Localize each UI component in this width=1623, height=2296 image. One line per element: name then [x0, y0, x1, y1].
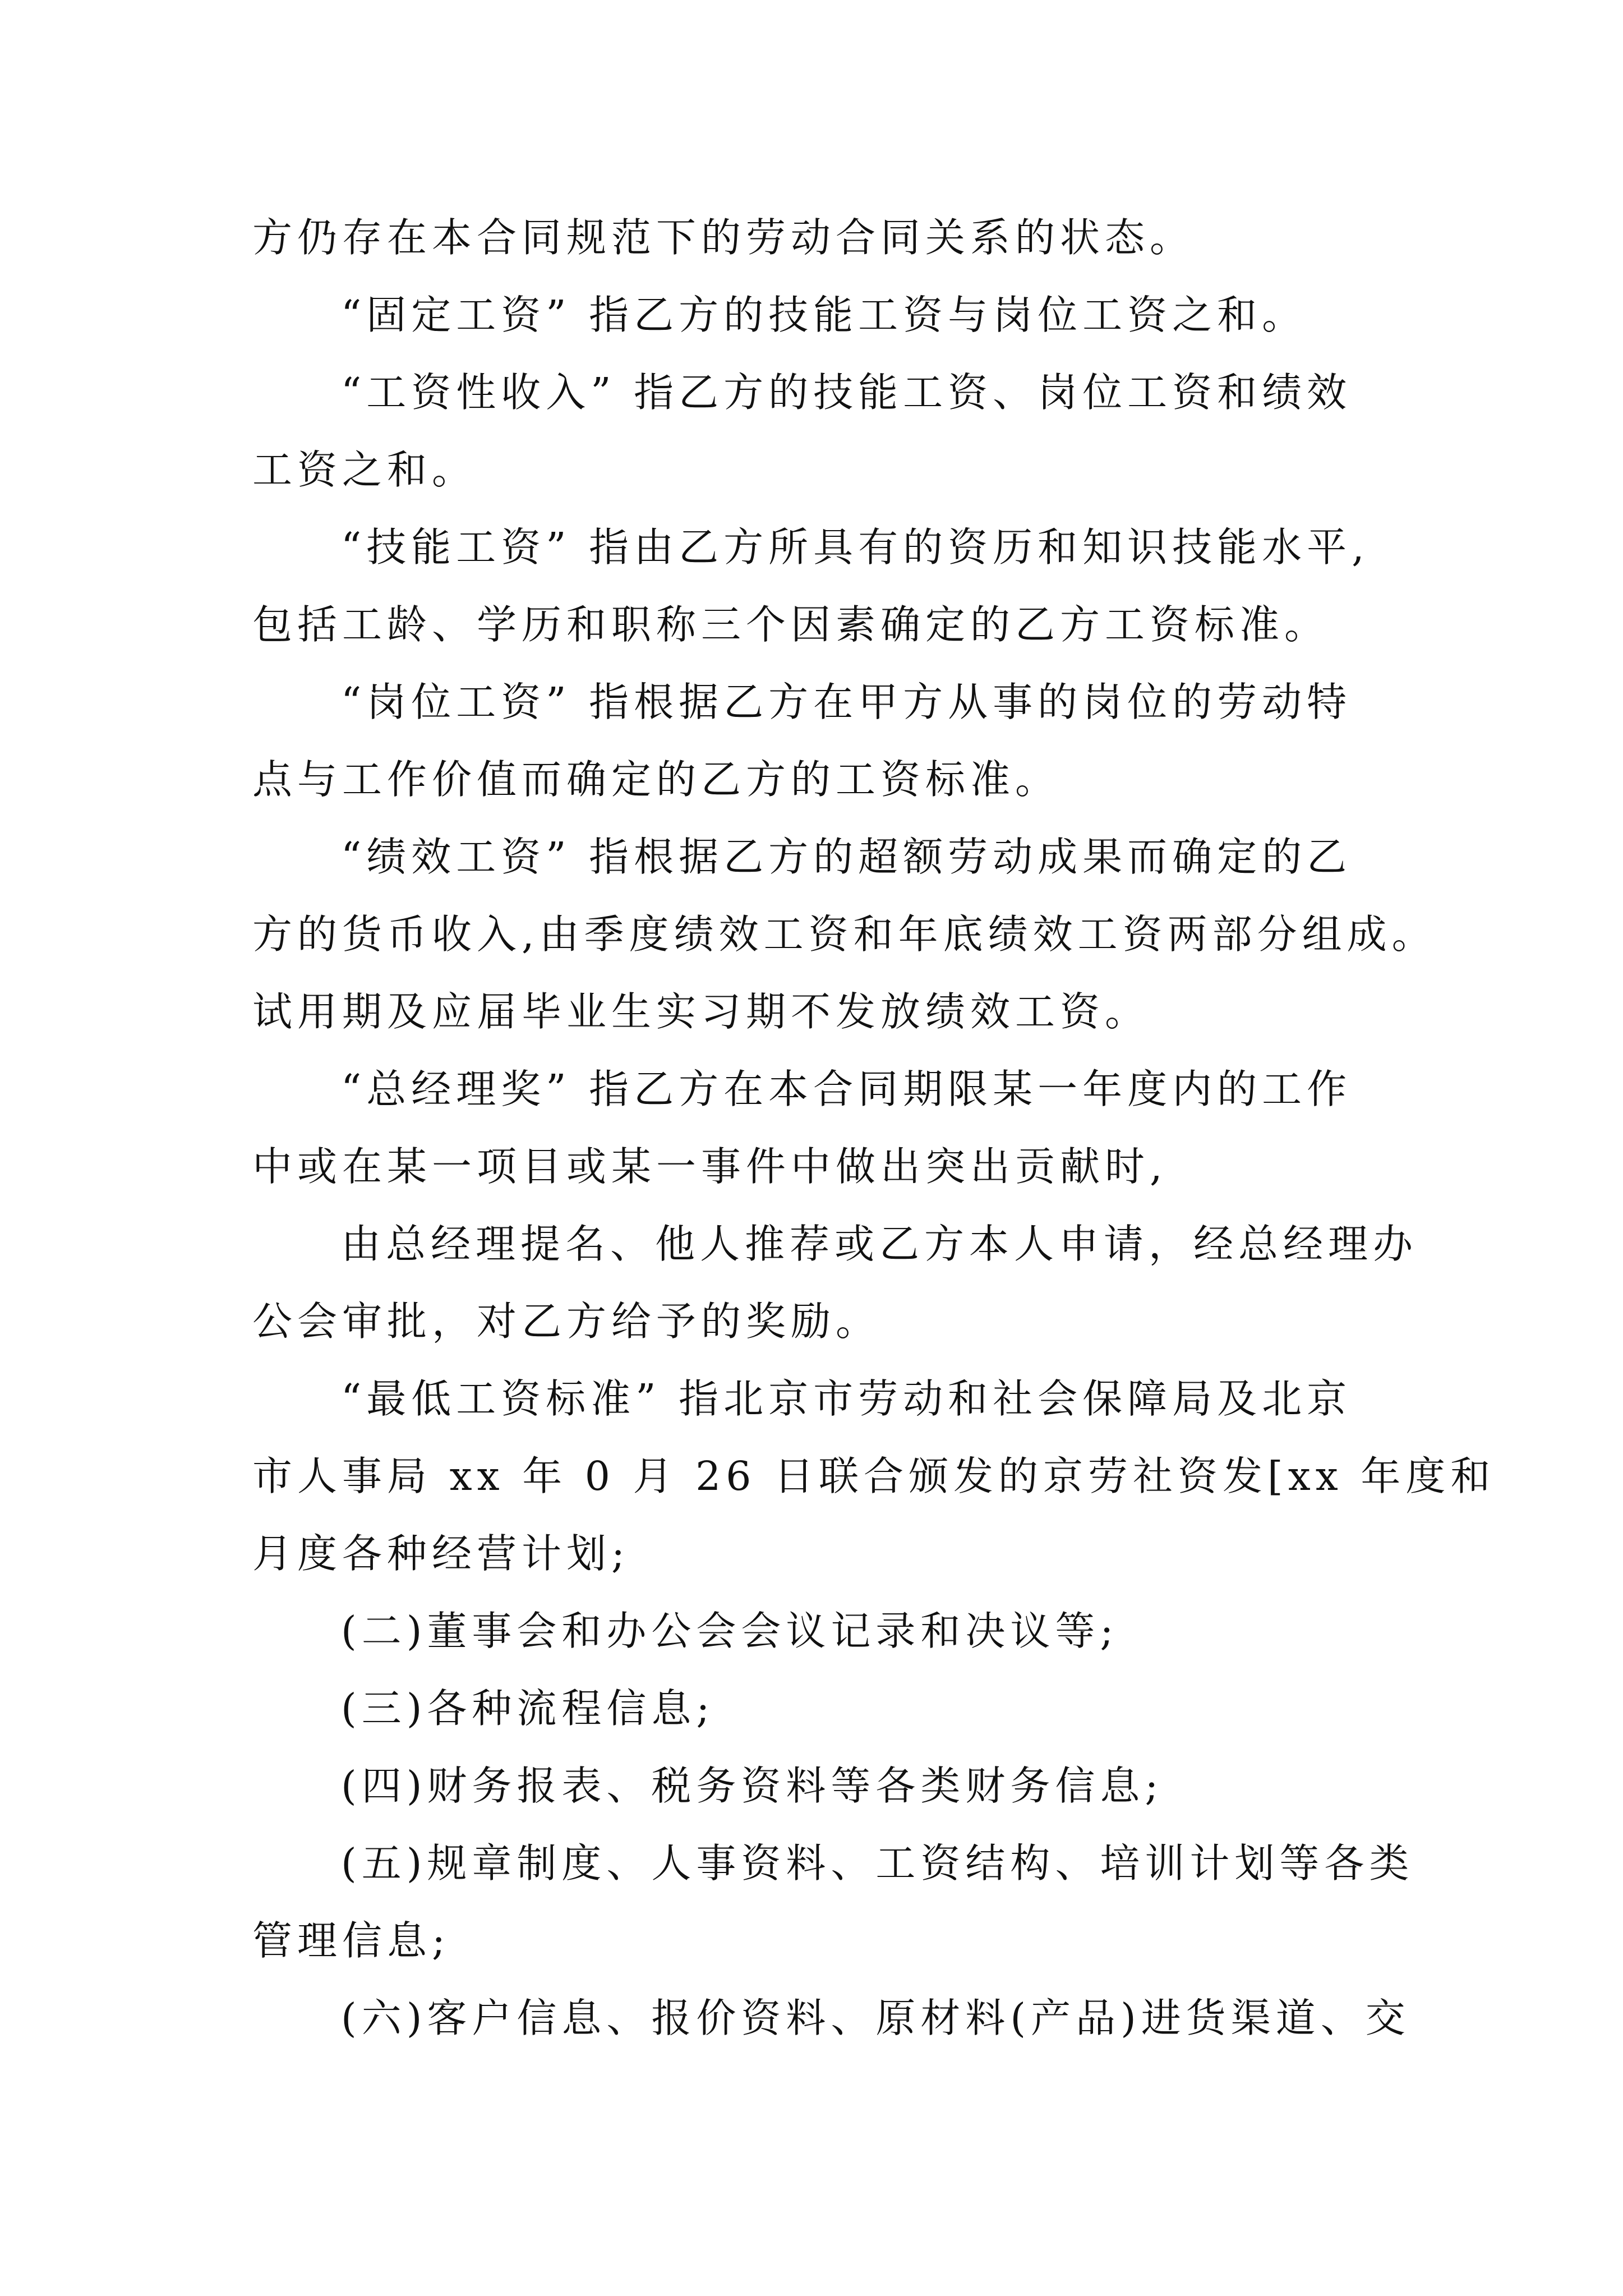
- text-line: 中或在某一项目或某一事件中做出突出贡献时,: [252, 1143, 1168, 1190]
- text-line: 月度各种经营计划;: [252, 1530, 630, 1577]
- text-line: (四)财务报表、税务资料等各类财务信息;: [341, 1763, 1164, 1809]
- text-line: 包括工龄、学历和职称三个因素确定的乙方工资标准。: [252, 601, 1330, 648]
- text-line: “岗位工资” 指根据乙方在甲方从事的岗位的劳动特: [341, 679, 1352, 725]
- text-line: “技能工资” 指由乙方所具有的资历和知识技能水平,: [341, 524, 1370, 570]
- document-body: [252, 199, 1496, 2057]
- text-line: (六)客户信息、报价资料、原材料(产品)进货渠道、交: [341, 1995, 1410, 2041]
- text-line: 方仍存在本合同规范下的劳动合同关系的状态。: [252, 214, 1195, 261]
- text-line: (二)董事会和办公会会议记录和决议等;: [341, 1608, 1119, 1654]
- text-line: “总经理奖” 指乙方在本合同期限某一年度内的工作: [341, 1066, 1352, 1112]
- text-line: 市人事局 xx 年 0 月 26 日联合颁发的京劳社资发[xx 年度和: [252, 1453, 1496, 1499]
- text-line: “工资性收入” 指乙方的技能工资、岗位工资和绩效: [341, 369, 1352, 416]
- text-line: 试用期及应届毕业生实习期不发放绩效工资。: [252, 988, 1150, 1035]
- text-line: 工资之和。: [252, 447, 477, 493]
- text-line: (三)各种流程信息;: [341, 1685, 715, 1732]
- text-line: 管理信息;: [252, 1917, 450, 1964]
- text-line: 方的货币收入,由季度绩效工资和年底绩效工资两部分组成。: [252, 911, 1437, 958]
- text-line: (五)规章制度、人事资料、工资结构、培训计划等各类: [341, 1840, 1414, 1887]
- text-line: “固定工资” 指乙方的技能工资与岗位工资之和。: [341, 292, 1307, 338]
- text-line: 由总经理提名、他人推荐或乙方本人申请，经总经理办: [341, 1221, 1418, 1267]
- text-line: 点与工作价值而确定的乙方的工资标准。: [252, 756, 1061, 803]
- text-line: “最低工资标准” 指北京市劳动和社会保障局及北京: [341, 1375, 1352, 1422]
- text-line: “绩效工资” 指根据乙方的超额劳动成果而确定的乙: [341, 834, 1352, 880]
- text-line: 公会审批，对乙方给予的奖励。: [252, 1298, 881, 1345]
